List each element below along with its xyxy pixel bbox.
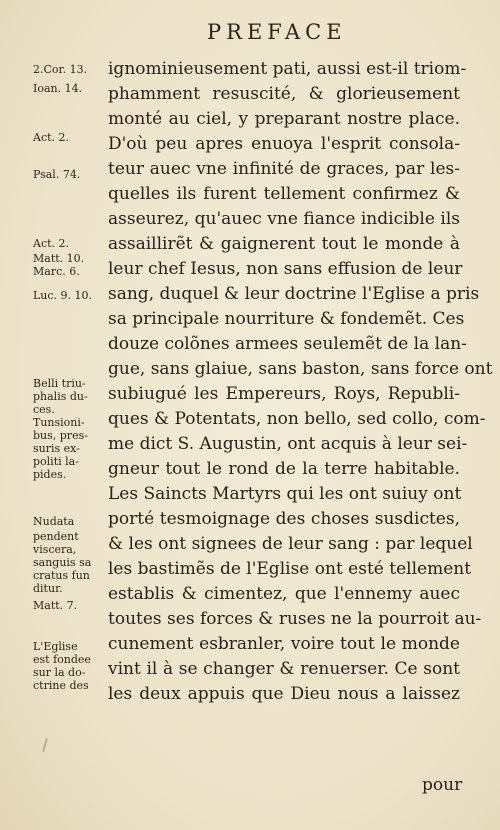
margin-note: Psal. 74. <box>33 168 81 181</box>
text-line: porté tesmoignage des choses susdictes, <box>108 509 460 529</box>
margin-note: suris ex- <box>33 442 80 455</box>
margin-note: Act. 2. <box>33 131 70 144</box>
margin-note: bus, pres- <box>33 429 88 442</box>
text-line: subiugué les Empereurs, Roys, Republi- <box>108 384 460 404</box>
text-line: ques & Potentats, non bello, sed collo, com- <box>108 409 486 429</box>
text-line: Les Saincts Martyrs qui les ont suiuy ont <box>108 484 462 504</box>
text-line: me dict S. Augustin, ont acquis à leur sei- <box>108 434 468 454</box>
ink-mark <box>42 738 48 752</box>
text-line: phamment resuscité, & glorieusement <box>108 84 460 104</box>
margin-note: sanguis sa <box>33 556 92 569</box>
margin-note: viscera, <box>33 543 77 556</box>
margin-note: Tunsioni- <box>33 416 85 429</box>
margin-note: Belli triu- <box>33 377 86 390</box>
text-line: gue, sans glaiue, sans baston, sans force ont <box>108 359 493 379</box>
text-line: ignominieusement pati, aussi est-il triom- <box>108 59 467 79</box>
margin-note: politi la- <box>33 455 79 468</box>
text-line: vint il à se changer & renuerser. Ce sont <box>108 659 460 679</box>
margin-note: Ioan. 14. <box>33 82 83 95</box>
text-line: quelles ils furent tellement confirmez & <box>108 184 460 204</box>
text-line: asseurez, qu'auec vne fiance indicible ils <box>108 209 460 229</box>
text-line: les bastimẽs de l'Eglise ont esté tellement <box>108 559 472 579</box>
margin-note: Act. 2. <box>33 237 70 250</box>
margin-note: pides. <box>33 468 67 481</box>
text-line: les deux appuis que Dieu nous a laissez <box>108 684 460 704</box>
text-line: & les ont signees de leur sang : par lequel <box>108 534 473 554</box>
text-line: sa principale nourriture & fondemẽt. Ces <box>108 309 465 329</box>
margin-note: ces. <box>33 403 55 416</box>
text-line: gneur tout le rond de la terre habitable. <box>108 459 460 479</box>
margin-note: cratus fun <box>33 569 90 582</box>
margin-note: Nudata <box>33 515 75 528</box>
text-line: cunement esbranler, voire tout le monde <box>108 634 460 654</box>
catchword: pour <box>422 775 463 795</box>
margin-note: ditur. <box>33 582 63 595</box>
margin-note: phalis du- <box>33 390 88 403</box>
margin-note: ctrine des <box>33 679 89 692</box>
margin-note: Marc. 6. <box>33 265 80 278</box>
margin-note: pendent <box>33 530 79 543</box>
margin-note: est fondee <box>33 653 91 666</box>
text-line: douze colõnes armees seulemẽt de la lan- <box>108 334 467 354</box>
margin-note: 2.Cor. 13. <box>33 63 88 76</box>
text-line: leur chef Iesus, non sans effusion de leur <box>108 259 463 279</box>
text-line: assaillirẽt & gaignerent tout le monde à <box>108 234 460 254</box>
margin-note: Luc. 9. 10. <box>33 289 93 302</box>
page-header: PREFACE <box>207 20 347 44</box>
text-line: D'où peu apres enuoya l'esprit consola- <box>108 134 460 154</box>
margin-note: Matt. 10. <box>33 252 85 265</box>
text-line: teur auec vne infinité de graces, par les- <box>108 159 460 179</box>
margin-note: sur la do- <box>33 666 86 679</box>
text-line: establis & cimentez, que l'ennemy auec <box>108 584 460 604</box>
margin-note: L'Eglise <box>33 640 78 653</box>
text-line: sang, duquel & leur doctrine l'Eglise a pris <box>108 284 480 304</box>
margin-note: Matt. 7. <box>33 599 78 612</box>
text-line: monté au ciel, y preparant nostre place. <box>108 109 460 129</box>
text-line: toutes ses forces & ruses ne la pourroit au- <box>108 609 482 629</box>
